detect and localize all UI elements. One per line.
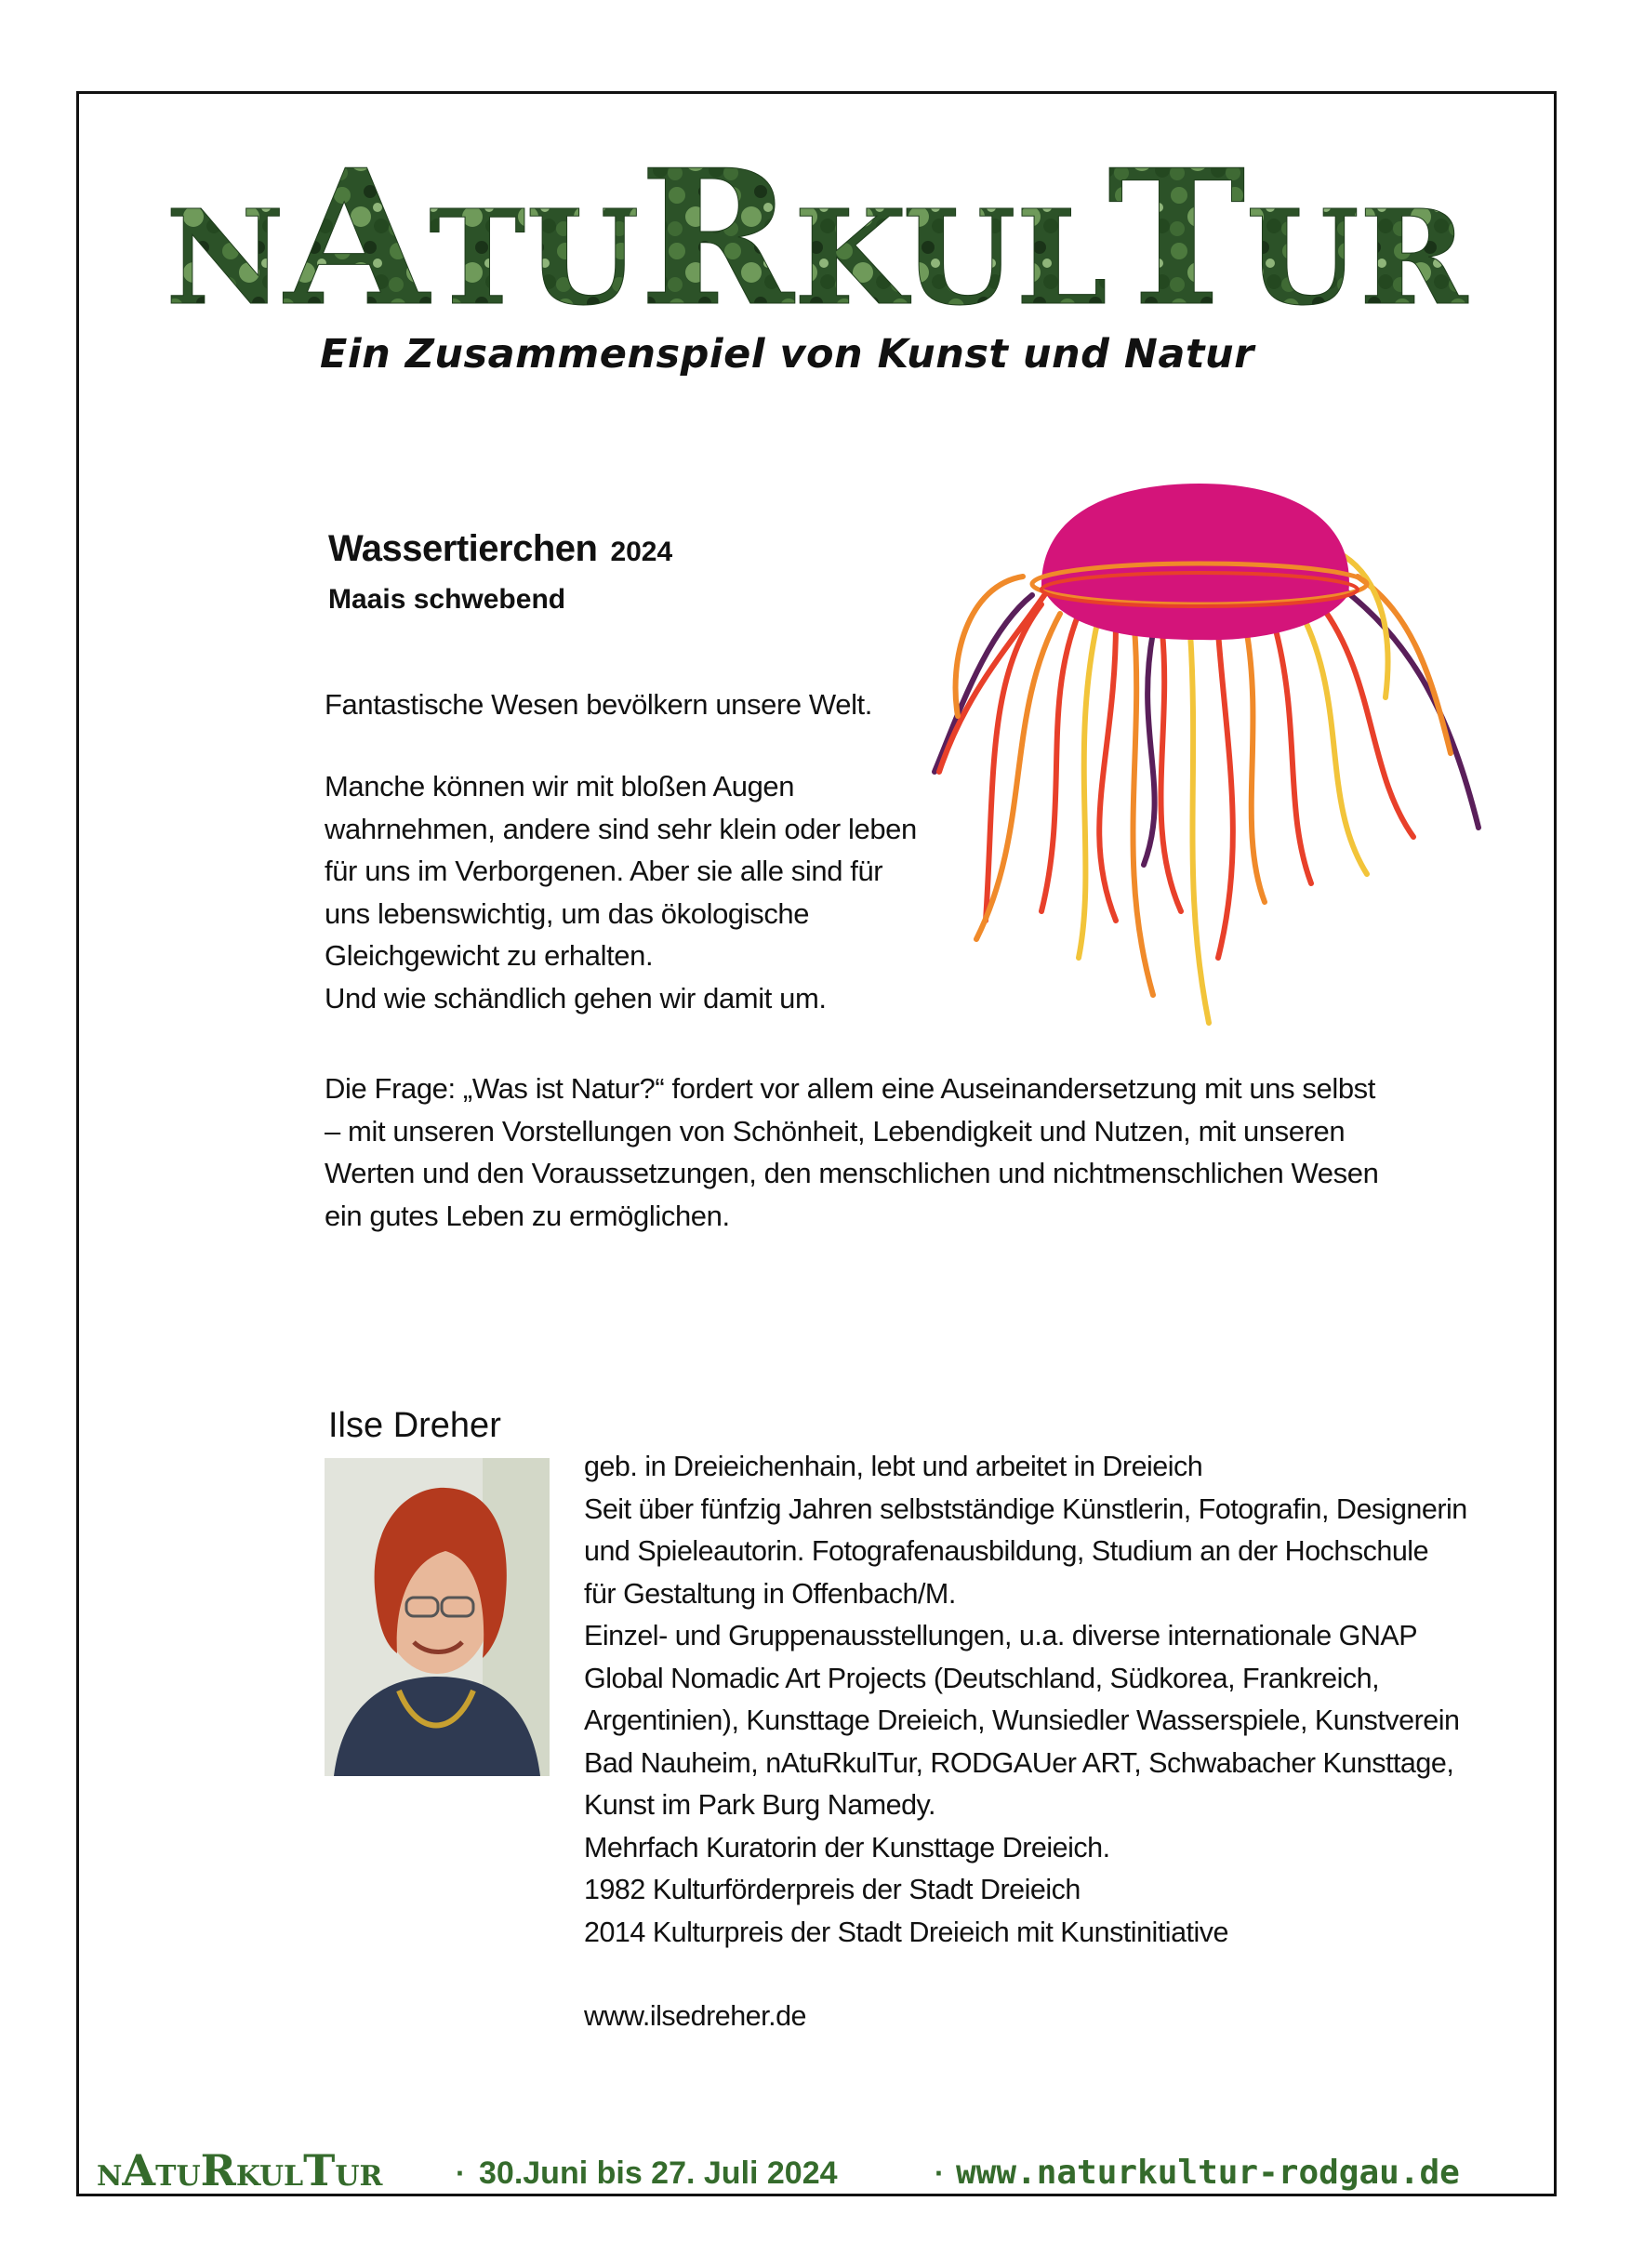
footer-bar bbox=[93, 2141, 1553, 2196]
work-paragraph-1 bbox=[325, 765, 917, 1019]
paragraph-line: Die Frage: „Was ist Natur?“ fordert vor allem eine Auseinandersetzung mit uns selbst bbox=[325, 1072, 1375, 1105]
paragraph-line: Gleichgewicht zu erhalten. bbox=[325, 939, 654, 972]
work-title-line bbox=[328, 528, 672, 570]
bio-line: geb. in Dreieichenhain, lebt und arbeitet in Dreieich bbox=[584, 1451, 1203, 1482]
work-title: Wassertierchen bbox=[328, 528, 598, 569]
header-subtitle: Ein Zusammenspiel von Kunst und Natur bbox=[320, 331, 1254, 378]
work-paragraph-2 bbox=[325, 1068, 1378, 1237]
bio-line: und Spieleautorin. Fotografenausbildung, Studium an der Hochschule bbox=[584, 1535, 1429, 1567]
header-logo bbox=[166, 128, 1486, 324]
bio-line: Argentinien), Kunsttage Dreieich, Wunsiedler Wasserspiele, Kunstverein bbox=[584, 1704, 1460, 1736]
artist-name: Ilse Dreher bbox=[328, 1406, 501, 1445]
paragraph-line: Werten und den Voraussetzungen, den menschlichen und nichtmenschlichen Wesen bbox=[325, 1157, 1379, 1189]
bio-line: Global Nomadic Art Projects (Deutschland, Südkorea, Frankreich, bbox=[584, 1662, 1380, 1694]
footer-separator: · bbox=[935, 2156, 945, 2190]
artist-bio bbox=[584, 1446, 1467, 2038]
paragraph-line: Manche können wir mit bloßen Augen bbox=[325, 770, 795, 802]
bio-line: Kunst im Park Burg Namedy. bbox=[584, 1789, 935, 1821]
bio-line: 2014 Kulturpreis der Stadt Dreieich mit Kunstinitiative bbox=[584, 1916, 1228, 1948]
paragraph-line: wahrnehmen, andere sind sehr klein oder leben bbox=[325, 812, 917, 845]
paragraph-line: für uns im Verborgenen. Aber sie alle sind für bbox=[325, 855, 883, 887]
paragraph-line: uns lebenswichtig, um das ökologische bbox=[325, 896, 810, 930]
artist-website-link[interactable]: www.ilsedreher.de bbox=[584, 2000, 807, 2032]
jellyfish-sculpture-image bbox=[930, 474, 1506, 1032]
bio-line: Einzel- und Gruppenausstellungen, u.a. diverse internationale GNAP bbox=[584, 1620, 1418, 1651]
footer-logo: NATURKULTUR bbox=[97, 2145, 383, 2195]
footer-dates: 30.Juni bis 27. Juli 2024 bbox=[479, 2155, 838, 2191]
work-intro: Fantastische Wesen bevölkern unsere Welt. bbox=[325, 688, 872, 721]
bio-line: für Gestaltung in Offenbach/M. bbox=[584, 1577, 956, 1610]
svg-text:NATURKULTUR: NATURKULTUR bbox=[166, 129, 1468, 324]
paragraph-line: ein gutes Leben zu ermöglichen. bbox=[325, 1199, 730, 1232]
paragraph-line: – mit unseren Vorstellungen von Schönheit, Lebendigkeit und Nutzen, mit unseren bbox=[325, 1114, 1346, 1147]
artist-portrait-image bbox=[325, 1458, 550, 1776]
footer-separator: · bbox=[456, 2156, 466, 2190]
bio-line: Bad Nauheim, nAtuRkulTur, RODGAUer ART, Schwabacher Kunsttage, bbox=[584, 1746, 1454, 1779]
work-subtitle: Maais schwebend bbox=[328, 584, 566, 615]
work-year: 2024 bbox=[610, 537, 673, 567]
bio-line: Seit über fünfzig Jahren selbstständige Künstlerin, Fotografin, Designerin bbox=[584, 1492, 1467, 1525]
bio-line: Mehrfach Kuratorin der Kunsttage Dreieich. bbox=[584, 1831, 1110, 1863]
paragraph-line: Und wie schändlich gehen wir damit um. bbox=[325, 981, 827, 1015]
footer-website-link[interactable]: www.naturkultur-rodgau.de bbox=[956, 2154, 1460, 2192]
bio-line: 1982 Kulturförderpreis der Stadt Dreieich bbox=[584, 1874, 1081, 1905]
